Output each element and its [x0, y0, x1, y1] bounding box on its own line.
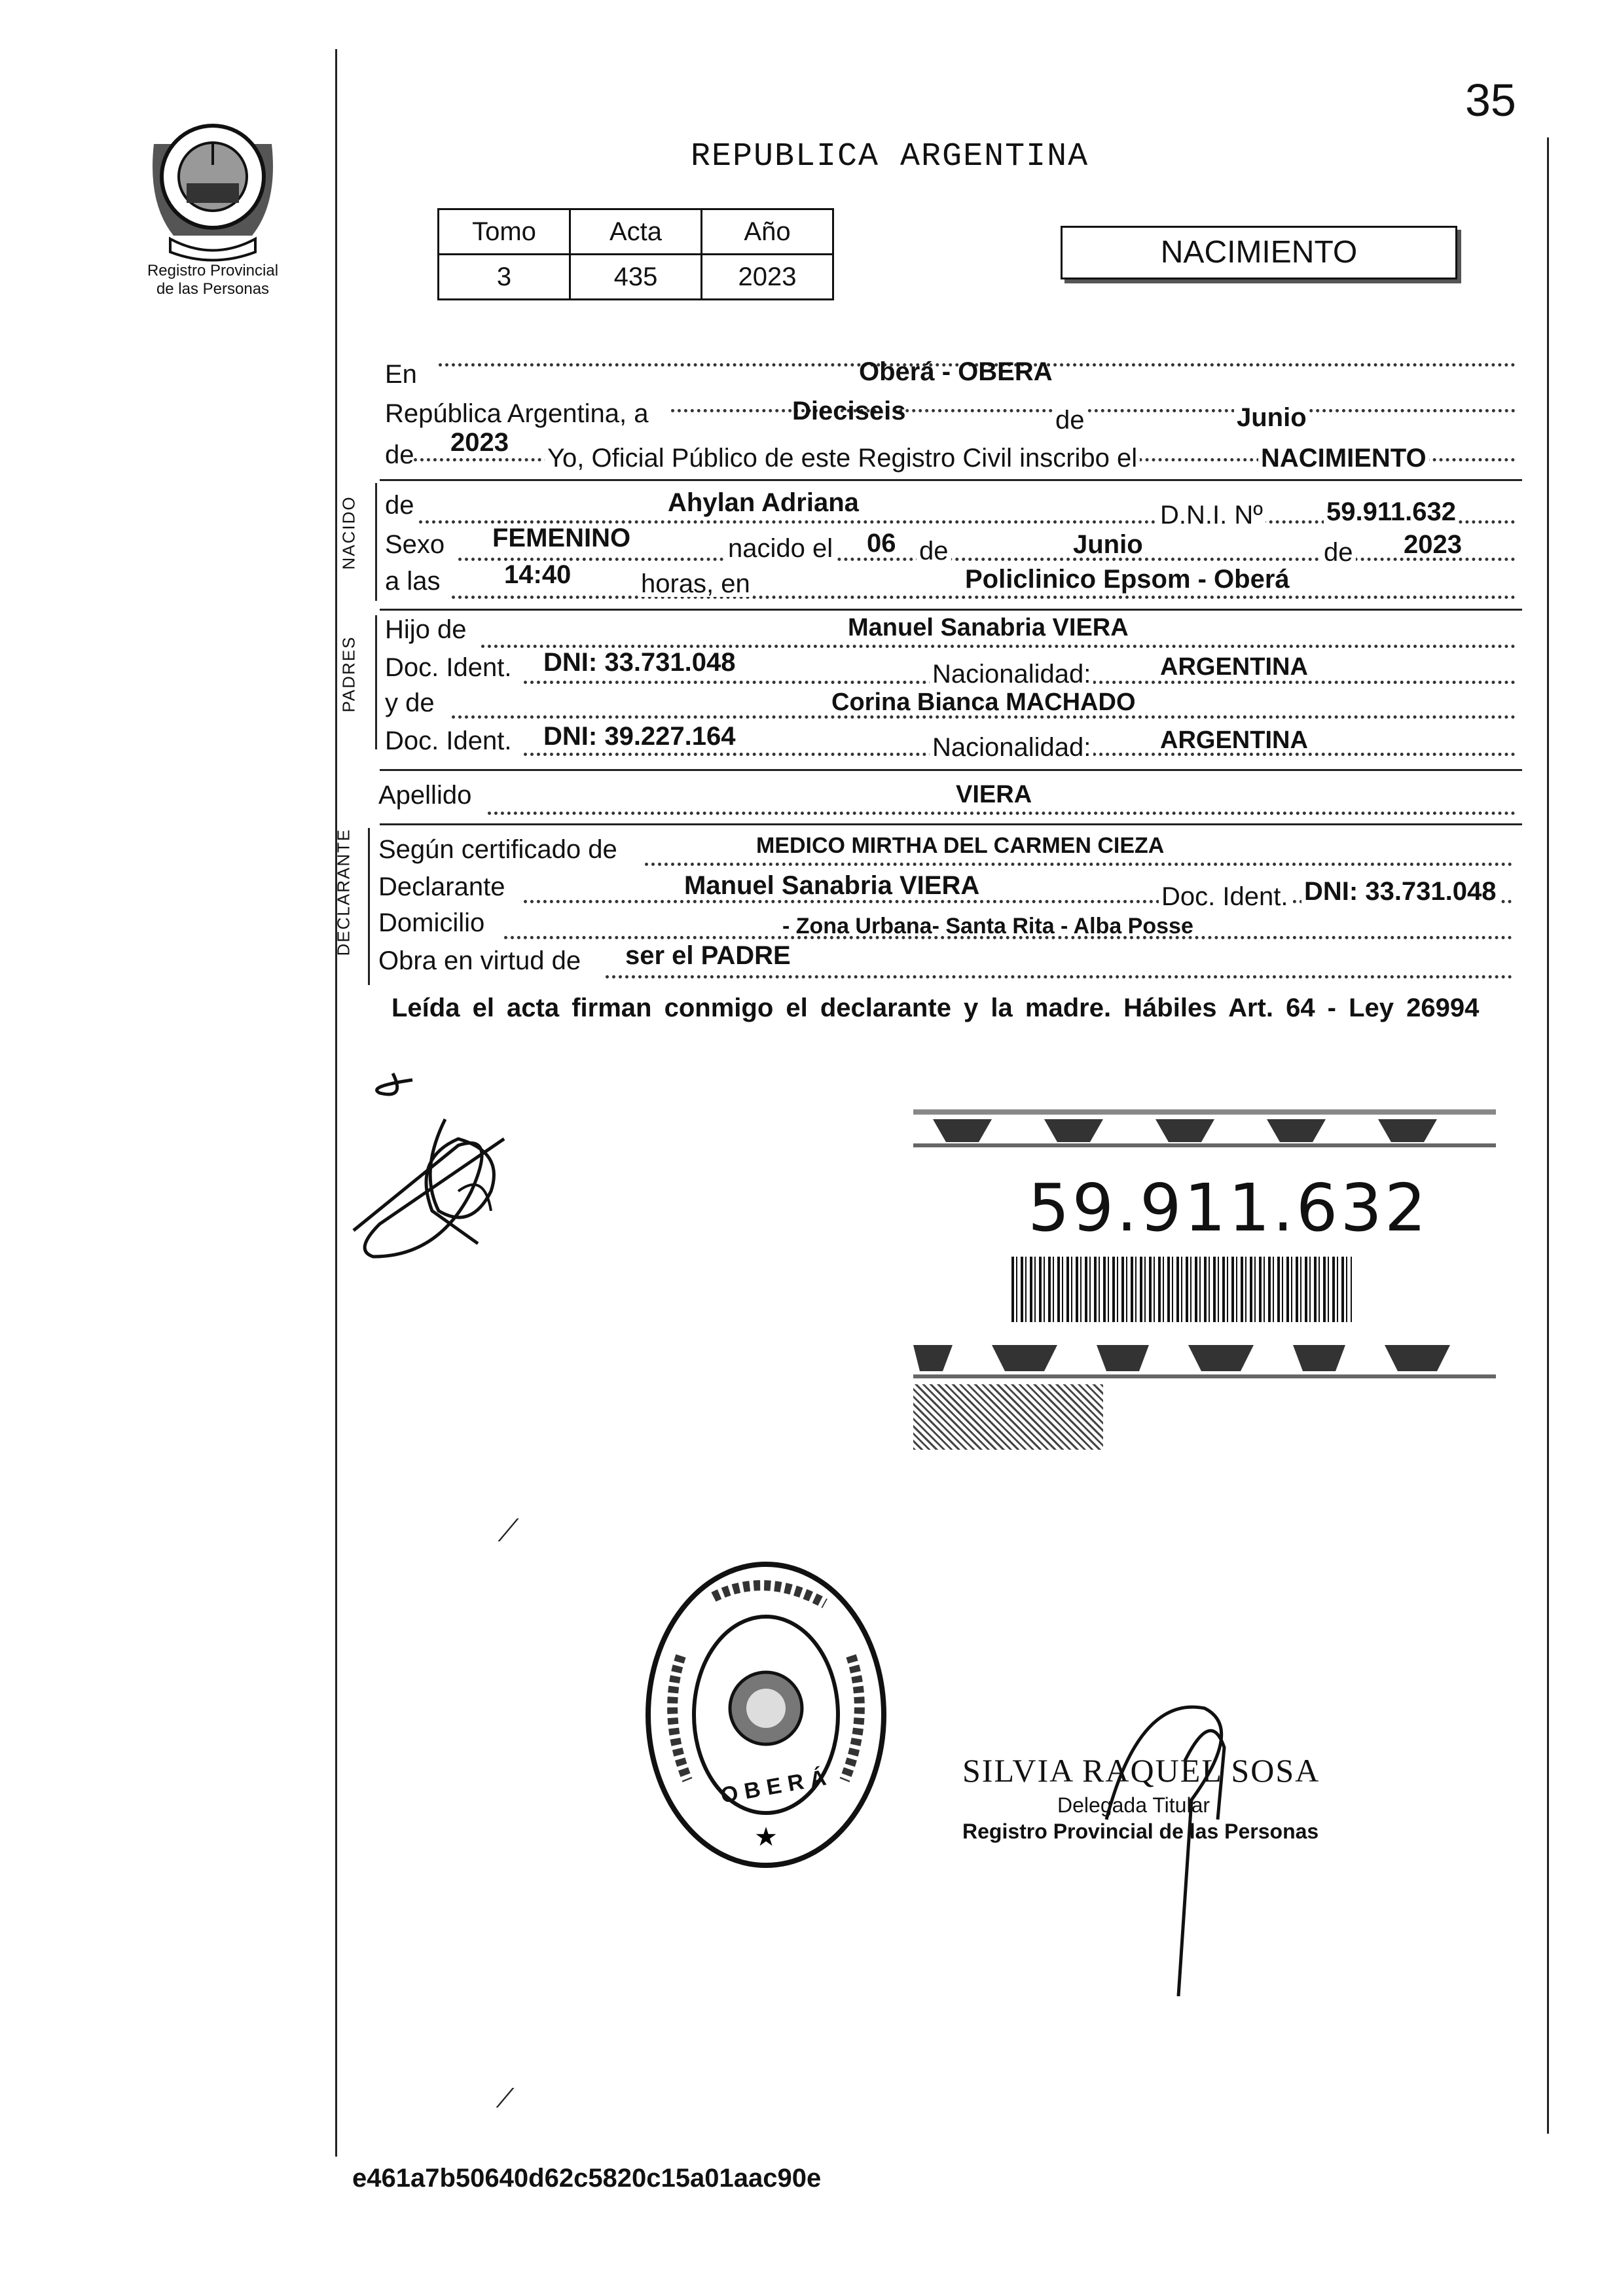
intro-de-label-2: de	[385, 440, 414, 469]
birth-registry-place: Oberá - OBERA	[859, 357, 1053, 386]
child-sex: FEMENINO	[492, 524, 631, 552]
birth-year: 2023	[1401, 531, 1464, 558]
dotline-nacido-3	[452, 596, 1516, 599]
register-value-ano: 2023	[702, 255, 833, 300]
register-header-acta: Acta	[570, 209, 702, 255]
y-de-label: y de	[385, 689, 435, 717]
sticker-barcode	[1011, 1257, 1352, 1322]
registry-day: Dieciseis	[792, 397, 906, 425]
declarant-address: - Zona Urbana- Santa Rita - Alba Posse	[782, 914, 1193, 939]
act-type-label: NACIMIENTO	[1160, 235, 1358, 270]
section-padres: PADRES	[338, 636, 359, 713]
father-nationality: ARGENTINA	[1157, 655, 1311, 679]
declarante-bar	[368, 828, 370, 985]
dotline-decl-1	[645, 863, 1512, 866]
official-org: Registro Provincial de las Personas	[962, 1820, 1319, 1843]
register-header-ano: Año	[702, 209, 833, 255]
tick-mark	[498, 1518, 538, 1541]
left-margin-line	[335, 49, 337, 2157]
mother-nat-label: Nacionalidad:	[930, 734, 1093, 761]
tick-mark-2	[496, 2088, 534, 2108]
section-nacido: NACIDO	[338, 495, 359, 570]
document-hash: e461a7b50640d62c5820c15a01aac90e	[352, 2164, 822, 2193]
declarant-name: Manuel Sanabria VIERA	[684, 871, 980, 900]
official-seal	[642, 1558, 890, 1872]
birth-place: Policlinico Epsom - Oberá	[962, 566, 1292, 592]
birth-month: Junio	[1070, 531, 1146, 558]
province-logo	[134, 105, 291, 262]
rule-2	[380, 609, 1522, 611]
nacido-de-label: de	[385, 491, 414, 520]
horas-label: horas, en	[638, 571, 753, 597]
dni-sticker	[913, 1109, 1496, 1437]
a-las-label: a las	[385, 567, 441, 596]
registry-act: NACIMIENTO	[1258, 445, 1429, 471]
nacido-bar	[375, 483, 377, 601]
birth-de-label: de	[917, 538, 951, 564]
dotline-nacido-2	[458, 558, 1516, 561]
sticker-number: 59.911.632	[1028, 1170, 1429, 1246]
father-doc: DNI: 33.731.048	[543, 648, 736, 677]
dotline-decl-4	[606, 975, 1512, 978]
obra-label: Obra en virtud de	[378, 946, 581, 975]
mother-doc: DNI: 39.227.164	[543, 722, 736, 751]
father-nat-label: Nacionalidad:	[930, 661, 1093, 687]
register-header-tomo: Tomo	[439, 209, 570, 255]
dotline-apellido	[488, 812, 1516, 815]
sticker-pattern-top	[913, 1109, 1496, 1155]
mother-nationality: ARGENTINA	[1157, 728, 1311, 753]
register-table	[437, 208, 834, 300]
padres-bar	[375, 615, 377, 749]
declarant-doc-label: Doc. Ident.	[1159, 884, 1290, 910]
registry-name-line2: de las Personas	[156, 280, 270, 298]
certificado-label: Según certificado de	[378, 835, 617, 864]
document-title: REPUBLICA ARGENTINA	[691, 138, 1089, 175]
surname: VIERA	[956, 781, 1032, 808]
closing-text: Leída el acta firman conmigo el declarante y la madre. Hábiles Art. 64 - Ley 26994	[391, 994, 1480, 1022]
official-role: Delegada Titular	[1057, 1793, 1210, 1817]
registry-name	[111, 262, 314, 298]
declarant-reason: ser el PADRE	[625, 941, 791, 970]
register-value-acta: 435	[570, 255, 702, 300]
mother-name: Corina Bianca MACHADO	[831, 689, 1136, 716]
birth-day: 06	[864, 530, 899, 556]
registry-name-line1: Registro Provincial	[147, 262, 279, 279]
rule-4	[380, 823, 1522, 825]
child-dni: 59.911.632	[1324, 499, 1459, 525]
mother-doc-label: Doc. Ident.	[385, 726, 512, 755]
declarant-signature	[340, 1060, 537, 1270]
registry-month: Junio	[1234, 404, 1309, 431]
sticker-pattern-bottom	[913, 1332, 1496, 1384]
sticker-hologram	[913, 1384, 1103, 1450]
rule-3	[380, 769, 1522, 771]
republica-label: República Argentina, a	[385, 399, 649, 428]
page-number: 35	[1465, 75, 1516, 126]
father-doc-label: Doc. Ident.	[385, 653, 512, 682]
right-margin-line	[1547, 137, 1549, 2134]
registry-year: 2023	[450, 428, 509, 457]
register-value-tomo: 3	[439, 255, 570, 300]
declarant-doc: DNI: 33.731.048	[1301, 878, 1499, 905]
domicilio-label: Domicilio	[378, 908, 485, 937]
birth-de-label-2: de	[1321, 539, 1356, 565]
section-declarante: DECLARANTE	[333, 828, 354, 956]
svg-text:★: ★	[754, 1822, 778, 1852]
dni-label: D.N.I. Nº	[1157, 502, 1265, 528]
intro-de-label: de	[1053, 407, 1087, 433]
nacido-el-label: nacido el	[725, 535, 835, 562]
declarante-label: Declarante	[378, 872, 505, 901]
hijo-de-label: Hijo de	[385, 615, 467, 644]
seal-city: OBERÁ	[718, 1764, 835, 1808]
birth-time: 14:40	[504, 560, 572, 589]
child-name: Ahylan Adriana	[668, 488, 859, 517]
father-name: Manuel Sanabria VIERA	[848, 614, 1129, 641]
certificate-doctor: MEDICO MIRTHA DEL CARMEN CIEZA	[756, 833, 1165, 858]
oficial-text: Yo, Oficial Público de este Registro Civil inscribo el	[545, 445, 1140, 471]
sexo-label: Sexo	[385, 530, 445, 559]
act-type-box	[1061, 226, 1457, 279]
apellido-label: Apellido	[378, 781, 472, 810]
official-name: SILVIA RAQUEL SOSA	[962, 1752, 1320, 1789]
rule-1	[380, 479, 1522, 481]
en-label: En	[385, 360, 417, 389]
